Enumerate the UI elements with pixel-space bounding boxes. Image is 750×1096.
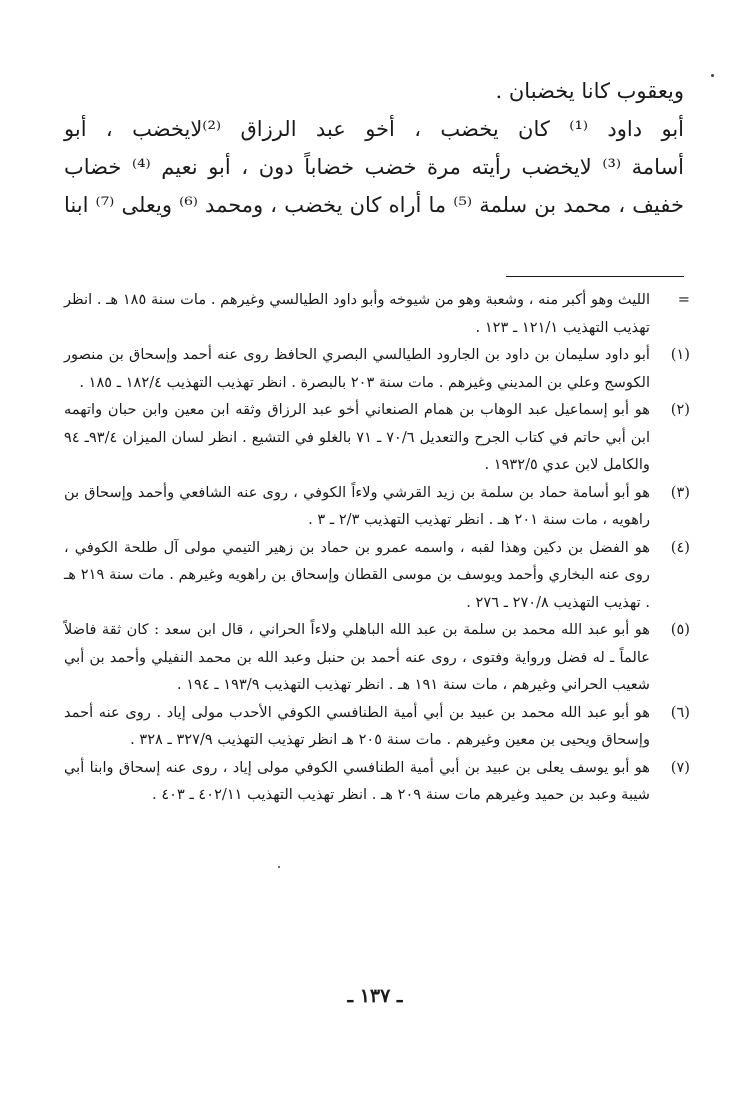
footnote-text: هو أبو أسامة حماد بن سلمة بن زيد القرشي ولاءاً الكوفي ، روى عنه الشافعي وأحمد وإسحاق بن راهويه ، مات سنة ٢٠١ هـ . انظر تهذيب التهذيب ٢/٣ ـ ٣ .	[64, 483, 650, 528]
footnote-continuation	[64, 286, 690, 341]
footnote-text: أبو داود سليمان بن داود بن الجارود الطيالسي البصري الحافظ روى عنه أحمد وإسحاق بن منصور الكوسج وعلي بن المديني وغيرهم . مات سنة ٢٠٣ بالبصرة . انظر تهذيب التهذيب ١٨٢/٤ ـ ١٨٥ .	[64, 346, 650, 391]
footnote-text: هو أبو إسماعيل عبد الوهاب بن همام الصنعاني أخو عبد الرزاق وثقه ابن معين وابن حبان واتهمه ابن أبي حاتم في كتاب الجرح والتعديل ٧٠/٦ ـ ٧١ بالغلو في التشيع . انظر لسان الميزان ٩٣/٤ـ ٩٤ والكامل لابن عدي ١٩٣٢/٥ .	[64, 401, 650, 473]
footnote-number: (٣)	[670, 483, 690, 501]
footnote-text: الليث وهو أكبر منه ، وشعبة وهو من شيوخه وأبو داود الطيالسي وغيرهم . مات سنة ١٨٥ هـ . انظر تهذيب التهذيب ١٢١/١ ـ ١٢٣ .	[64, 291, 651, 336]
footnote-number: (٥)	[670, 621, 690, 638]
footnote-6	[64, 699, 690, 754]
footnotes-section	[64, 286, 690, 809]
footnote-7	[64, 754, 690, 809]
footnote-5	[64, 616, 690, 699]
footnote-marker: =	[677, 291, 690, 308]
footnote-2	[64, 396, 690, 479]
footnote-divider	[506, 276, 684, 277]
main-text-line: أبو داود ⁽¹⁾ كان يخضب ، أخو عبد الرزاق ⁽²⁾لايخضب ، أبو	[64, 117, 685, 141]
main-text-line: أسامة ⁽³⁾ لايخضب رأيته مرة خضب خضاباً دون ، أبو نعيم ⁽⁴⁾ خضاب	[64, 155, 684, 179]
footnote-number: (٤)	[670, 538, 690, 556]
footnote-text: هو أبو يوسف يعلى بن عبيد بن أبي أمية الطنافسي الكوفي مولى إياد ، روى عنه إسحاق وابنا أبي شيبة وعبد بن حميد وغيرهم مات سنة ٢٠٩ هـ . انظر تهذيب التهذيب ٤٠٢/١١ ـ ٤٠٣ .	[64, 758, 650, 803]
main-text-block	[64, 72, 684, 224]
footnote-3	[64, 479, 690, 534]
footnote-1	[64, 341, 690, 396]
footnote-number: (٦)	[670, 703, 690, 721]
footnote-number: (٧)	[670, 758, 690, 776]
ink-speck	[711, 74, 714, 77]
footnote-text: هو أبو عبد الله محمد بن سلمة بن عبد الله الباهلي ولاءاً الحراني ، قال ابن سعد : كان ثقة فاضلاً عالماً ـ له فضل ورواية وفتوى ، روى عنه أحمد بن حنبل وعبد الله بن محمد النفيلي وأحمد بن أبي شعيب الحراني وغيرهم ، مات سنة ١٩١ هـ . انظر تهذيب التهذيب ١٩٣/٩ ـ ١٩٤ .	[64, 621, 650, 693]
footnote-text: هو أبو عبد الله محمد بن عبيد بن أبي أمية الطنافسي الكوفي الأحدب مولى إياد . روى عنه أحمد وإسحاق ويحيى بن معين وغيرهم . مات سنة ٢٠٥ هـ انظر تهذيب التهذيب ٣٢٧/٩ ـ ٣٢٨ .	[64, 703, 650, 748]
footnote-text: هو الفضل بن دكين وهذا لقبه ، واسمه عمرو بن حماد بن زهير التيمي مولى آل طلحة الكوفي ، روى عنه البخاري وأحمد ويوسف بن موسى القطان وإسحاق بن راهويه وغيرهم . مات سنة ٢١٩ هـ . تهذيب التهذيب ٢٧٠/٨ ـ ٢٧٦ .	[64, 538, 650, 611]
footnote-number: (٢)	[670, 401, 690, 418]
main-text-line: ويعقوب كانا يخضبان .	[495, 79, 684, 103]
page-number: ـ ١٣٧ ـ	[347, 985, 403, 1007]
ink-speck	[278, 866, 280, 868]
footnote-number: (١)	[670, 346, 690, 363]
footnote-4	[64, 534, 690, 617]
main-text-line: خفيف ، محمد بن سلمة ⁽⁵⁾ ما أراه كان يخضب ، ومحمد ⁽⁶⁾ ويعلى ⁽⁷⁾ ابنا	[64, 193, 684, 217]
